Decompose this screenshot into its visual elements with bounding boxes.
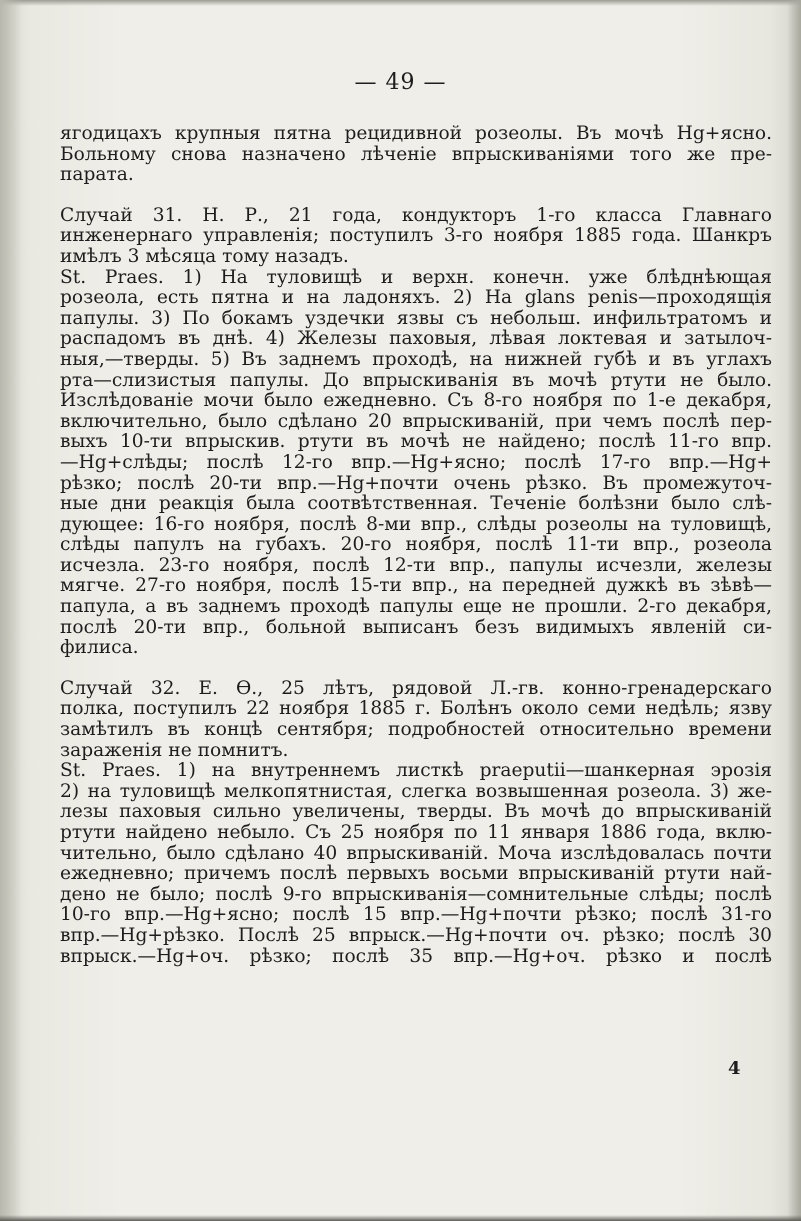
- text-line: впр.—Hg+рѣзко. Послѣ 25 впрыск.—Hg+почти оч. рѣзко; послѣ 30: [60, 925, 772, 946]
- text-line: ныя,—тверды. 5) Въ заднемъ проходѣ, на нижней губѣ и въ углахъ: [60, 349, 772, 370]
- signature-mark: 4: [728, 1058, 741, 1079]
- text-line: ные дни реакція была соотвѣтственная. Теченіе болѣзни было слѣ-: [60, 494, 772, 515]
- text-line: рѣзко; послѣ 20-ти впр.—Hg+почти очень рѣзко. Въ промежуточ-: [60, 473, 772, 494]
- text-line: послѣ 20-ти впр., больной выписанъ безъ видимыхъ явленій си-: [60, 617, 772, 638]
- text-line: розеола, есть пятна и на ладоняхъ. 2) На glans penis—проходящія: [60, 288, 772, 309]
- page-edge-top: [0, 0, 801, 6]
- text-line: Случай 31. Н. Р., 21 года, кондукторъ 1-го класса Главнаго: [60, 205, 772, 226]
- text-line: инженернаго управленія; поступилъ 3-го ноября 1885 года. Шанкръ: [60, 226, 772, 247]
- text-line: чительно, было сдѣлано 40 впрыскиваній. Моча изслѣдовалась почти: [60, 843, 772, 864]
- text-line: включительно, было сдѣлано 20 впрыскиваній, при чемъ послѣ пер-: [60, 411, 772, 432]
- text-line: выхъ 10-ти впрыскив. ртути въ мочѣ не найдено; послѣ 11-го впр.: [60, 432, 772, 453]
- text-line: Изслѣдованіе мочи было ежедневно. Съ 8-го ноября по 1-е декабря,: [60, 391, 772, 412]
- text-line: St. Praes. 1) На туловищѣ и верхн. конечн. уже блѣднѣющая: [60, 267, 772, 288]
- text-line: дующее: 16-го ноября, послѣ 8-ми впр., слѣды розеолы на туловищѣ,: [60, 514, 772, 535]
- text-line: имѣлъ 3 мѣсяца тому назадъ.: [60, 246, 349, 267]
- page-edge-left: [0, 0, 22, 1221]
- paragraph-gap: [60, 186, 772, 206]
- text-line: лезы паховыя сильно увеличены, тверды. Въ мочѣ до впрыскиваній: [60, 802, 772, 823]
- text-line: мягче. 27-го ноября, послѣ 15-ти впр., на передней дужкѣ въ зѣвѣ—: [60, 576, 772, 597]
- text-line: впрыск.—Hg+оч. рѣзко; послѣ 35 впр.—Hg+оч. рѣзко и послѣ: [60, 946, 772, 967]
- page-number: — 49 —: [354, 70, 447, 95]
- text-line: папулы. 3) По бокамъ уздечки язвы съ небольш. инфильтратомъ и: [60, 308, 772, 329]
- page-edge-bottom: [0, 1215, 801, 1221]
- text-line: распадомъ въ днѣ. 4) Железы паховыя, лѣвая локтевая и затылоч-: [60, 329, 772, 350]
- text-line: филиса.: [60, 638, 139, 659]
- body-text: [60, 124, 772, 967]
- text-line: Случай 32. Е. Ѳ., 25 лѣтъ, рядовой Л.-гв. конно-гренадерскаго: [60, 678, 772, 699]
- page-edge-right: [787, 0, 801, 1221]
- text-line: Больному снова назначено лѣченіе впрыскиваніями того же пре-: [60, 144, 772, 165]
- text-line: 10-го впр.—Hg+ясно; послѣ 15 впр.—Hg+почти рѣзко; послѣ 31-го: [60, 905, 772, 926]
- text-line: 2) на туловищѣ мелкопятнистая, слегка возвышенная розеола. 3) же-: [60, 781, 772, 802]
- text-line: исчезла. 23-го ноября, послѣ 12-ти впр., папулы исчезли, железы: [60, 555, 772, 576]
- text-line: парата.: [60, 165, 134, 186]
- text-line: папула, а въ заднемъ проходѣ папулы еще не прошли. 2-го декабря,: [60, 597, 772, 618]
- text-line: ягодицахъ крупныя пятна рецидивной розеолы. Въ мочѣ Hg+ясно.: [60, 124, 772, 144]
- text-line: замѣтилъ въ концѣ сентября; подробностей относительно времени: [60, 720, 772, 741]
- paragraph-gap: [60, 659, 772, 679]
- text-line: дено не было; послѣ 9-го впрыскиванія—сомнительные слѣды; послѣ: [60, 884, 772, 905]
- text-line: полка, поступилъ 22 ноября 1885 г. Болѣнъ около семи недѣль; язву: [60, 699, 772, 720]
- text-line: слѣды папулъ на губахъ. 20-го ноября, послѣ 11-ти впр., розеола: [60, 535, 772, 556]
- text-line: —Hg+слѣды; послѣ 12-го впр.—Hg+ясно; послѣ 17-го впр.—Hg+: [60, 452, 772, 473]
- text-line: ртути найдено небыло. Съ 25 ноября по 11 января 1886 года, вклю-: [60, 823, 772, 843]
- text-line: St. Praes. 1) на внутреннемъ листкѣ praeputii—шанкерная эрозія: [60, 761, 772, 782]
- text-line: зараженія не помнитъ.: [60, 740, 289, 761]
- text-line: рта—слизистыя папулы. До впрыскиванія въ мочѣ ртути не было.: [60, 370, 772, 391]
- text-line: ежедневно; причемъ послѣ первыхъ восьми впрыскиваній ртути най-: [60, 864, 772, 885]
